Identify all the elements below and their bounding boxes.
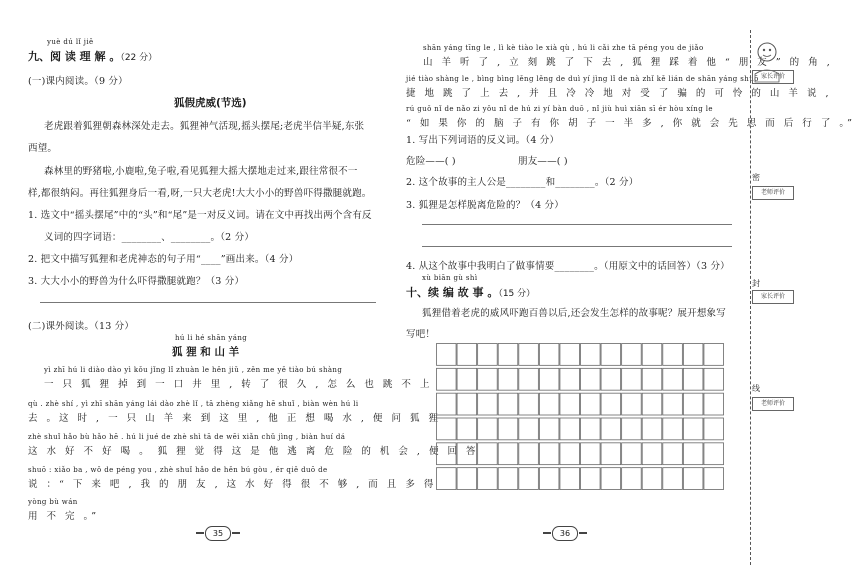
grid-cell[interactable] [437,393,457,415]
grid-cell[interactable] [478,418,498,440]
grid-cell[interactable] [642,418,662,440]
grid-cell[interactable] [663,344,683,366]
question-3: 3. 大大小小的野兽为什么吓得撒腿就跑？（3 分） [28,276,245,287]
r-question-2: 2. 这个故事的主人公是________和________。（2 分） [406,177,639,188]
page-number: 36 [552,526,578,541]
story-line-pinyin: qù . zhè shí , yì zhī shān yáng lái dào zhè lǐ , tā zhèng xiǎng hē shuǐ , biàn wèn hú li [28,400,359,408]
part2-label: (二)课外阅读。（13 分） [28,321,135,332]
binding-line [750,30,751,565]
grid-cell[interactable] [581,368,601,390]
question-2: 2. 把文中描写狐狸和老虎神态的句子用“____”画出来。（4 分） [28,254,299,265]
part1-para: 森林里的野猪啦,小鹿啦,兔子啦,看见狐狸大摇大摆地走过来,跟往常很不一 [44,166,358,177]
grid-cell[interactable] [457,393,477,415]
grid-cell[interactable] [539,418,559,440]
part2-title: 狐 狸 和 山 羊 [172,346,240,358]
grid-cell[interactable] [642,393,662,415]
r-question-4: 4. 从这个故事中我明白了做事情要________。（用原文中的话回答）（3 分） [406,261,730,272]
answer-line[interactable] [422,246,732,247]
margin-tag: 老师评价 [752,397,794,411]
grid-cell[interactable] [704,393,724,415]
story-line-pinyin: shuō : xiǎo ba , wǒ de péng you , zhè shuǐ hǎo de hěn bú gòu , ér qiě duō de [28,466,328,474]
grid-cell[interactable] [519,368,539,390]
grid-cell[interactable] [437,368,457,390]
grid-cell[interactable] [560,418,580,440]
grid-cell[interactable] [498,443,518,465]
page-number: 35 [205,526,231,541]
story-line-pinyin: yòng bù wán [28,498,78,506]
grid-cell[interactable] [642,344,662,366]
grid-cell[interactable] [498,344,518,366]
grid-cell[interactable] [704,344,724,366]
margin-tag: 家长评价 [752,290,794,304]
part1-label: (一)课内阅读。（9 分） [28,76,128,87]
grid-cell[interactable] [663,393,683,415]
grid-cell[interactable] [704,368,724,390]
grid-cell[interactable] [683,344,703,366]
question-1: 1. 选文中“摇头摆尾”中的“头”和“尾”是一对反义词。请在文中再找出两个含有反 [28,210,372,221]
grid-cell[interactable] [519,418,539,440]
margin-char: 线 [752,384,760,393]
grid-cell[interactable] [683,418,703,440]
grid-cell[interactable] [704,418,724,440]
story-line: 这 水 好 不 好 喝 。 狐 狸 觉 得 这 是 他 逃 离 危 险 的 机 会 , 便 回 答 [28,446,479,457]
story-cont-pinyin: shān yáng tīng le , lì kè tiào le xià qù , hú li cǎi zhe tā péng you de jiǎo [423,44,704,52]
grid-cell[interactable] [683,468,703,490]
grid-cell[interactable] [704,443,724,465]
story-line: 用 不 完 。” [28,511,100,522]
story-line-pinyin: zhè shuǐ hǎo bù hǎo hē . hú li jué de zhè shì tā de wēi xiǎn chǔ jìng , biàn huí dá [28,433,346,441]
grid-cell[interactable] [539,344,559,366]
grid-cell[interactable] [437,344,457,366]
margin-tag: 家长评价 [752,70,794,84]
grid-cell[interactable] [519,393,539,415]
grid-cell[interactable] [683,368,703,390]
question-1-cont: 义词的四字词语：________、________。（2 分） [44,232,255,243]
section-10-pinyin: xù biān gù shì [422,274,478,282]
writing-grid[interactable] [436,343,724,492]
story-cont: 捷 地 跳 了 上 去 , 并 且 冷 冷 地 对 受 了 骗 的 可 怜 的 山 羊 说 , [406,88,832,99]
grid-cell[interactable] [437,468,457,490]
grid-cell[interactable] [601,368,621,390]
grid-cell[interactable] [539,393,559,415]
grid-cell[interactable] [622,443,642,465]
grid-cell[interactable] [622,468,642,490]
grid-cell[interactable] [622,418,642,440]
grid-cell[interactable] [560,393,580,415]
story-line: 一 只 狐 狸 掉 到 一 口 井 里 , 转 了 很 久 , 怎 么 也 跳 不 上 [44,379,433,390]
part1-title: 狐假虎威(节选) [174,97,247,109]
grid-cell[interactable] [663,418,683,440]
grid-cell[interactable] [560,368,580,390]
grid-cell[interactable] [642,443,662,465]
grid-cell[interactable] [519,443,539,465]
grid-cell[interactable] [539,443,559,465]
antonym-danger[interactable]: 危险——( ) [406,156,456,167]
part2-title-pinyin: hú li hé shān yáng [175,334,248,342]
grid-cell[interactable] [581,393,601,415]
grid-cell[interactable] [663,368,683,390]
grid-cell[interactable] [601,468,621,490]
grid-cell[interactable] [581,443,601,465]
grid-cell[interactable] [663,468,683,490]
grid-cell[interactable] [560,344,580,366]
grid-cell[interactable] [539,468,559,490]
section-9-pinyin: yuè dú lǐ jiě [47,38,94,46]
grid-cell[interactable] [601,344,621,366]
grid-cell[interactable] [601,443,621,465]
story-cont-pinyin: rú guǒ nǐ de nǎo zi yǒu nǐ de hú zi yí bàn duō , nǐ jiù huì xiān sī ér hòu xíng le [406,105,713,113]
grid-cell[interactable] [560,468,580,490]
part1-para: 老虎跟着狐狸朝森林深处走去。狐狸神气活现,摇头摆尾;老虎半信半疑,东张 [44,121,365,132]
grid-cell[interactable] [519,344,539,366]
grid-cell[interactable] [622,368,642,390]
grid-cell[interactable] [437,443,457,465]
grid-cell[interactable] [642,468,662,490]
grid-cell[interactable] [519,468,539,490]
section-9-title: 九、阅 读 理 解 。（22 分） [28,50,158,63]
grid-cell[interactable] [581,468,601,490]
grid-cell[interactable] [498,418,518,440]
grid-cell[interactable] [581,344,601,366]
story-line: 去 。这 时 , 一 只 山 羊 来 到 这 里 , 他 正 想 喝 水 , 便 问 狐 狸 [28,413,441,424]
section-10-prompt-cont: 写吧！ [406,329,436,340]
part1-para: 样,都很纳闷。再往狐狸身后一看,呀,一只大老虎!大大小小的野兽吓得撒腿就跑。 [28,188,372,199]
margin-char: 封 [752,279,760,288]
grid-cell[interactable] [539,368,559,390]
story-line: 说 ：“ 下 来 吧 , 我 的 朋 友 , 这 水 好 得 很 不 够 , 而 且 多 得 [28,479,437,490]
margin-tag: 老师评价 [752,186,794,200]
story-cont: 山 羊 听 了 , 立 刻 跳 了 下 去 , 狐 狸 踩 着 他 “ 朋 友 ” 的 角 , [423,57,833,68]
grid-cell[interactable] [478,368,498,390]
grid-cell[interactable] [683,393,703,415]
story-line-pinyin: yì zhī hú li diào dào yì kǒu jǐng lǐ zhuàn le hěn jiǔ , zěn me yě tiào bú shàng [44,366,343,374]
grid-cell[interactable] [581,418,601,440]
section-10-title: 十、续 编 故 事 。（15 分） [406,286,536,299]
answer-line[interactable] [422,224,732,225]
grid-cell[interactable] [498,468,518,490]
grid-cell[interactable] [642,368,662,390]
grid-cell[interactable] [622,344,642,366]
grid-cell[interactable] [478,443,498,465]
grid-cell[interactable] [457,468,477,490]
section-10-prompt: 狐狸借着老虎的威风吓跑百兽以后,还会发生怎样的故事呢？展开想象写 [422,308,726,319]
grid-cell[interactable] [478,393,498,415]
grid-cell[interactable] [663,443,683,465]
r-question-1: 1. 写出下列词语的反义词。（4 分） [406,135,560,146]
r-question-3: 3. 狐狸是怎样脱离危险的？（4 分） [406,200,564,211]
story-cont-pinyin: jié tiào shàng le , bìng bìng lěng lěng de duì yí jìng lǐ de nà zhǐ kě lián de shān yáng shuō [406,75,759,83]
story-cont: “ 如 果 你 的 脑 子 有 你 胡 子 一 半 多 , 你 就 会 先 思 而 后 行 了 。” [406,118,855,129]
grid-cell[interactable] [478,344,498,366]
grid-cell[interactable] [560,443,580,465]
grid-cell[interactable] [498,368,518,390]
grid-cell[interactable] [601,393,621,415]
grid-cell[interactable] [437,418,457,440]
grid-cell[interactable] [704,468,724,490]
grid-cell[interactable] [457,368,477,390]
part1-para: 西望。 [28,143,58,154]
grid-cell[interactable] [622,393,642,415]
grid-cell[interactable] [683,443,703,465]
grid-cell[interactable] [457,418,477,440]
grid-cell[interactable] [478,468,498,490]
grid-cell[interactable] [457,443,477,465]
grid-cell[interactable] [457,344,477,366]
answer-line[interactable] [40,302,376,303]
margin-char: 密 [752,173,760,182]
grid-cell[interactable] [498,393,518,415]
grid-cell[interactable] [601,418,621,440]
antonym-friend[interactable]: 朋友——( ) [518,156,568,167]
